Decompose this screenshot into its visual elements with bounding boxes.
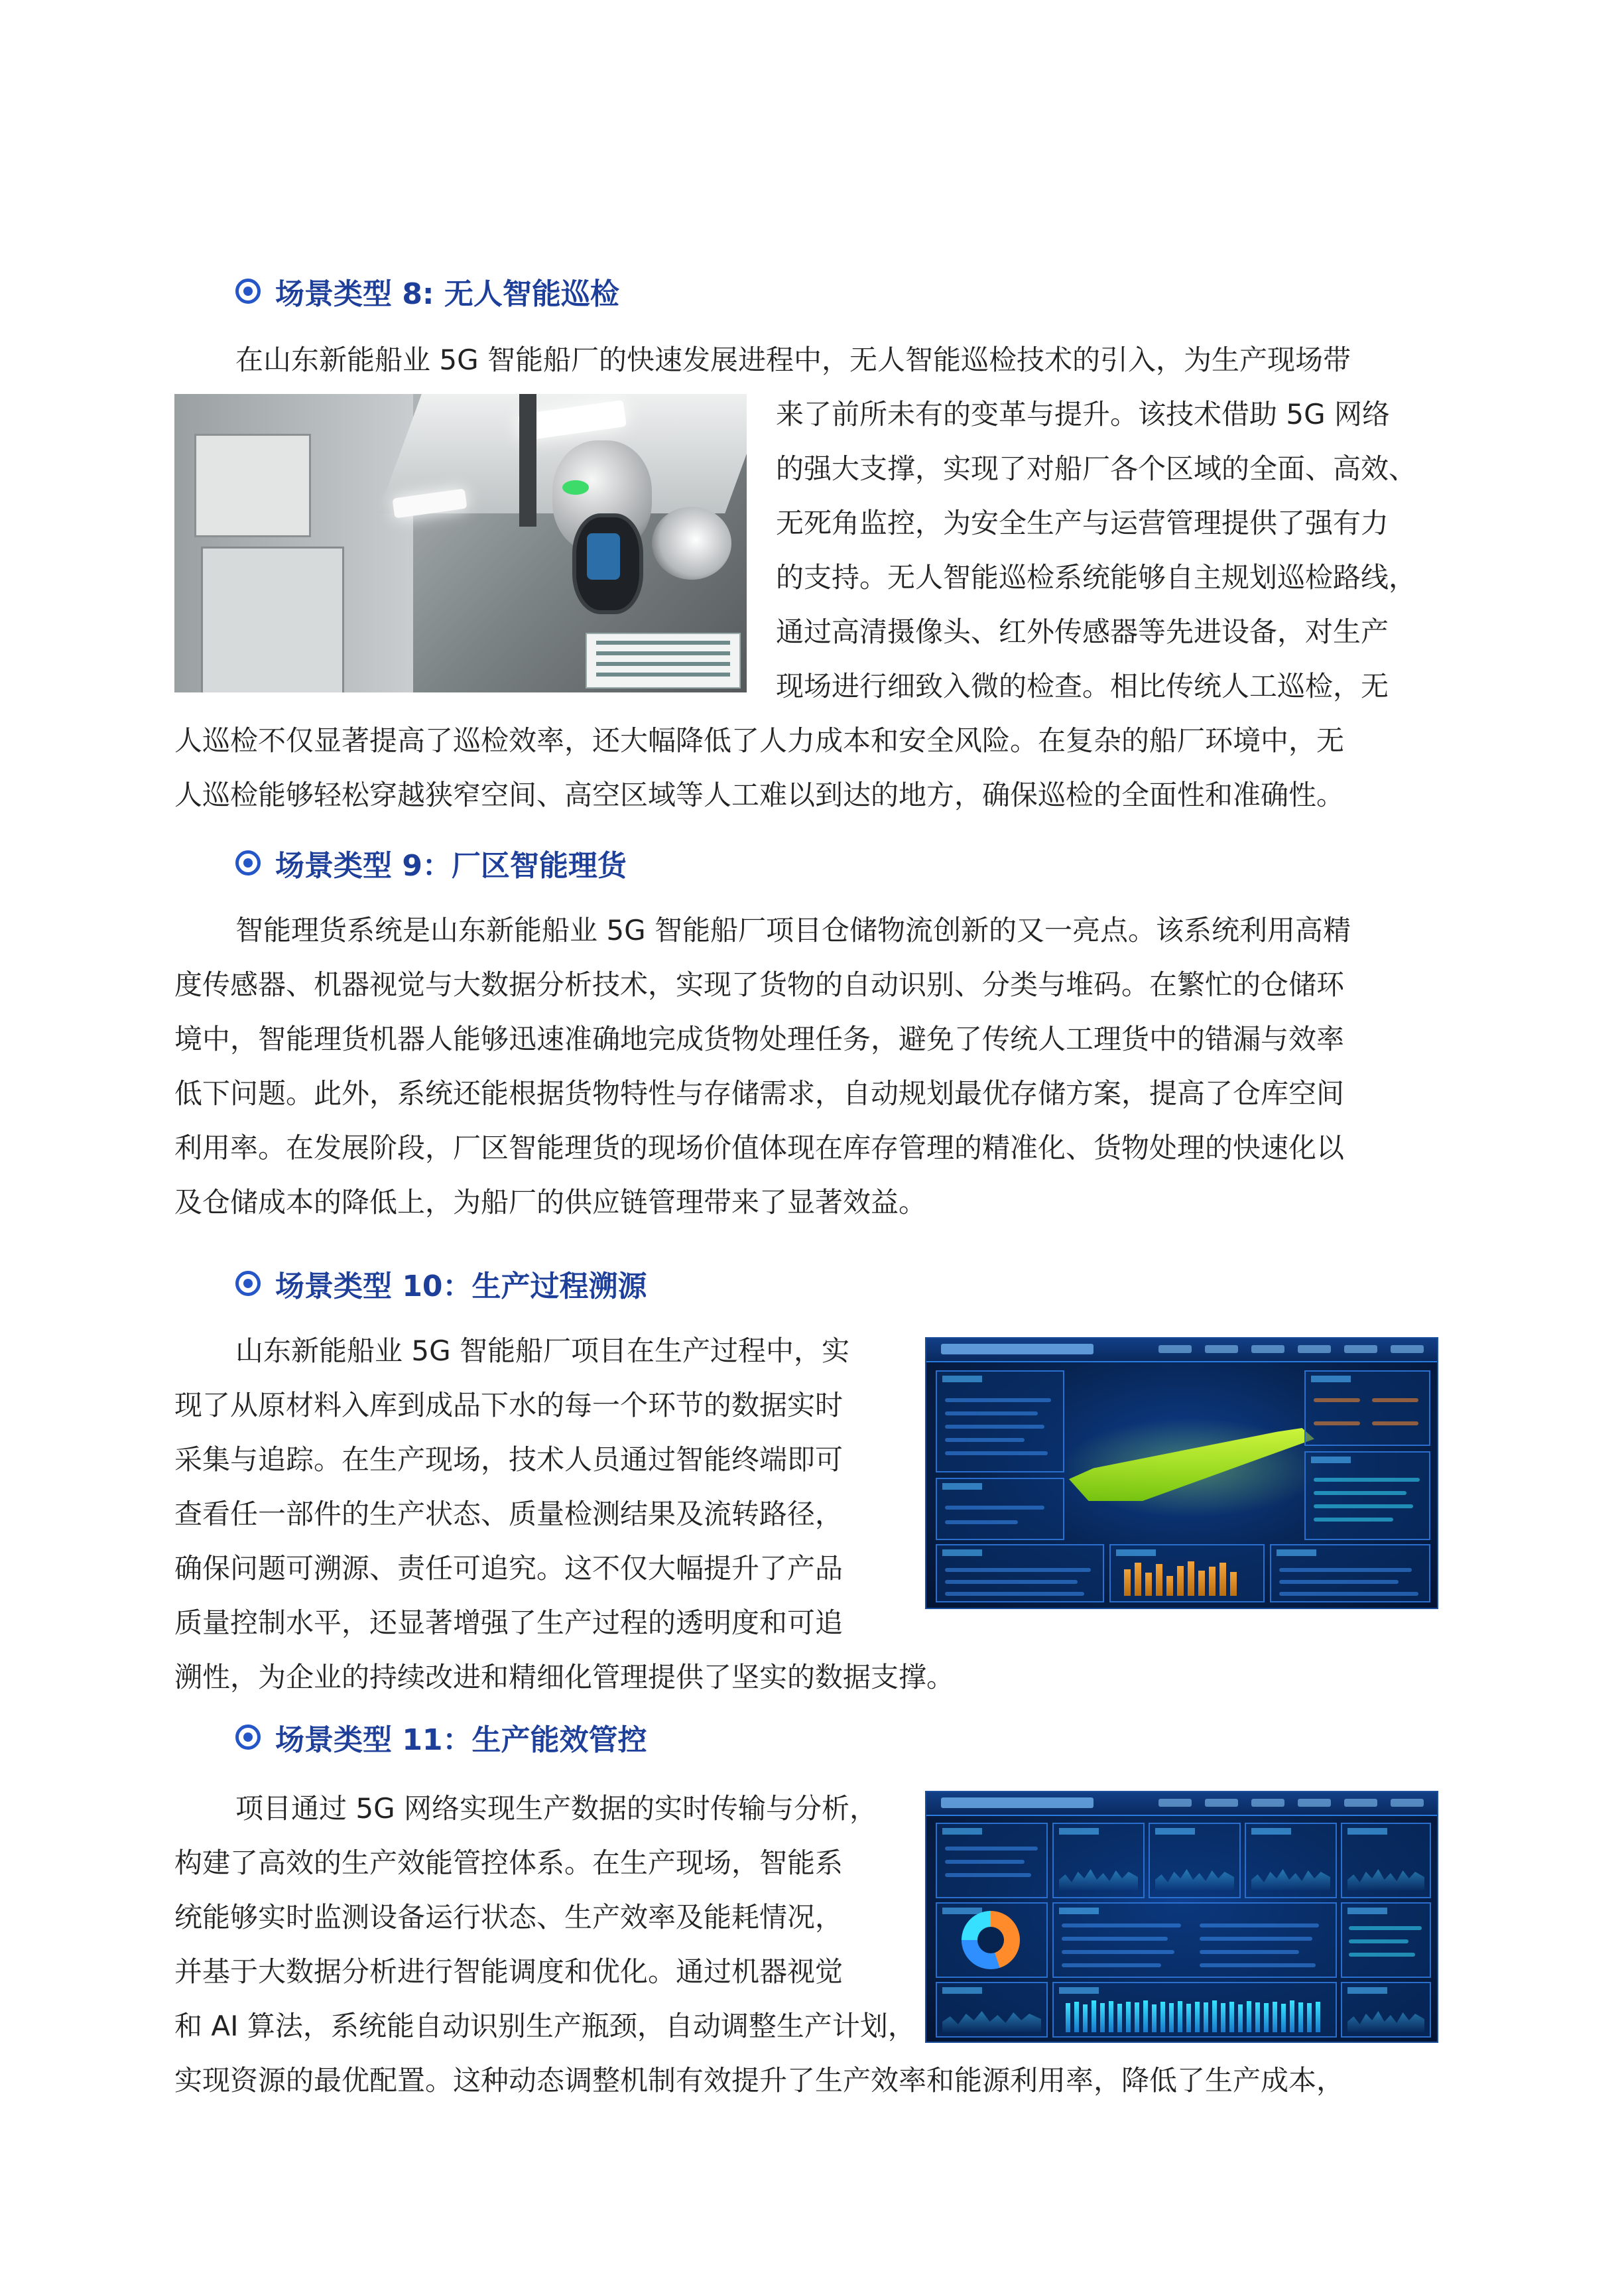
paragraph-line: 并基于大数据分析进行智能调度和优化。通过机器视觉 [174, 1955, 843, 1988]
section-heading-10 [235, 1260, 647, 1307]
paragraph-line: 现场进行细致入微的检查。相比传统人工巡检，无 [776, 670, 1389, 702]
section-heading-text: 场景类型 8: 无人智能巡检 [275, 277, 619, 311]
robot-inspection-photo [174, 394, 747, 692]
paragraph-line: 查看任一部件的生产状态、质量检测结果及流转路径， [174, 1498, 843, 1530]
paragraph-line: 的强大支撑，实现了对船厂各个区域的全面、高效、 [776, 452, 1417, 485]
section-heading-text: 场景类型 11：生产能效管控 [275, 1723, 647, 1757]
paragraph-line: 及仓储成本的降低上，为船厂的供应链管理带来了显著效益。 [174, 1186, 927, 1218]
section-heading-11 [235, 1714, 647, 1760]
paragraph-line: 度传感器、机器视觉与大数据分析技术，实现了货物的自动识别、分类与堆码。在繁忙的仓储环 [174, 968, 1345, 1001]
paragraph-line: 确保问题可溯源、责任可追究。这不仅大幅提升了产品 [174, 1552, 843, 1585]
production-efficiency-dashboard [925, 1791, 1438, 2043]
paragraph-line: 溯性，为企业的持续改进和精细化管理提供了坚实的数据支撑。 [174, 1661, 955, 1693]
paragraph-line: 人巡检不仅显著提高了巡检效率，还大幅降低了人力成本和安全风险。在复杂的船厂环境中，无 [174, 724, 1345, 757]
paragraph-line: 通过高清摄像头、红外传感器等先进设备，对生产 [776, 616, 1389, 648]
paragraph-line: 智能理货系统是山东新能船业 5G 智能船厂项目仓储物流创新的又一亮点。该系统利用高精 [235, 914, 1351, 946]
paragraph-line: 质量控制水平，还显著增强了生产过程的透明度和可追 [174, 1606, 843, 1639]
paragraph-line: 构建了高效的生产效能管控体系。在生产现场，智能系 [174, 1847, 843, 1879]
paragraph-line: 无死角监控，为安全生产与运营管理提供了强有力 [776, 507, 1389, 539]
paragraph-line: 现了从原材料入库到成品下水的每一个环节的数据实时 [174, 1389, 843, 1421]
section-heading-text: 场景类型 9：厂区智能理货 [275, 849, 627, 883]
paragraph-line: 低下问题。此外，系统还能根据货物特性与存储需求，自动规划最优存储方案，提高了仓库空间 [174, 1077, 1345, 1110]
paragraph-line: 采集与追踪。在生产现场，技术人员通过智能终端即可 [174, 1443, 843, 1476]
paragraph-line: 项目通过 5G 网络实现生产数据的实时传输与分析， [235, 1792, 877, 1825]
circle-bullet-icon [235, 1725, 261, 1750]
paragraph-line: 来了前所未有的变革与提升。该技术借助 5G 网络 [776, 398, 1390, 430]
section-heading-9 [235, 840, 627, 886]
paragraph-line: 在山东新能船业 5G 智能船厂的快速发展进程中，无人智能巡检技术的引入，为生产现场带 [235, 344, 1351, 376]
paragraph-line: 和 AI 算法，系统能自动识别生产瓶颈，自动调整生产计划， [174, 2010, 916, 2042]
paragraph-line: 境中，智能理货机器人能够迅速准确地完成货物处理任务，避免了传统人工理货中的错漏与效率 [174, 1023, 1345, 1055]
section-heading-text: 场景类型 10：生产过程溯源 [275, 1270, 647, 1303]
circle-bullet-icon [235, 850, 261, 876]
paragraph-line: 统能够实时监测设备运行状态、生产效率及能耗情况， [174, 1901, 843, 1933]
circle-bullet-icon [235, 279, 261, 304]
paragraph-line: 山东新能船业 5G 智能船厂项目在生产过程中，实 [235, 1335, 849, 1367]
production-traceability-dashboard [925, 1337, 1438, 1609]
paragraph-line: 利用率。在发展阶段，厂区智能理货的现场价值体现在库存管理的精准化、货物处理的快速化以 [174, 1132, 1345, 1164]
paragraph-line: 的支持。无人智能巡检系统能够自主规划巡检路线， [776, 561, 1417, 594]
section-heading-8 [235, 268, 619, 314]
paragraph-line: 实现资源的最优配置。这种动态调整机制有效提升了生产效率和能源利用率，降低了生产成本， [174, 2064, 1345, 2097]
paragraph-line: 人巡检能够轻松穿越狭窄空间、高空区域等人工难以到达的地方，确保巡检的全面性和准确性。 [174, 779, 1345, 811]
circle-bullet-icon [235, 1271, 261, 1296]
